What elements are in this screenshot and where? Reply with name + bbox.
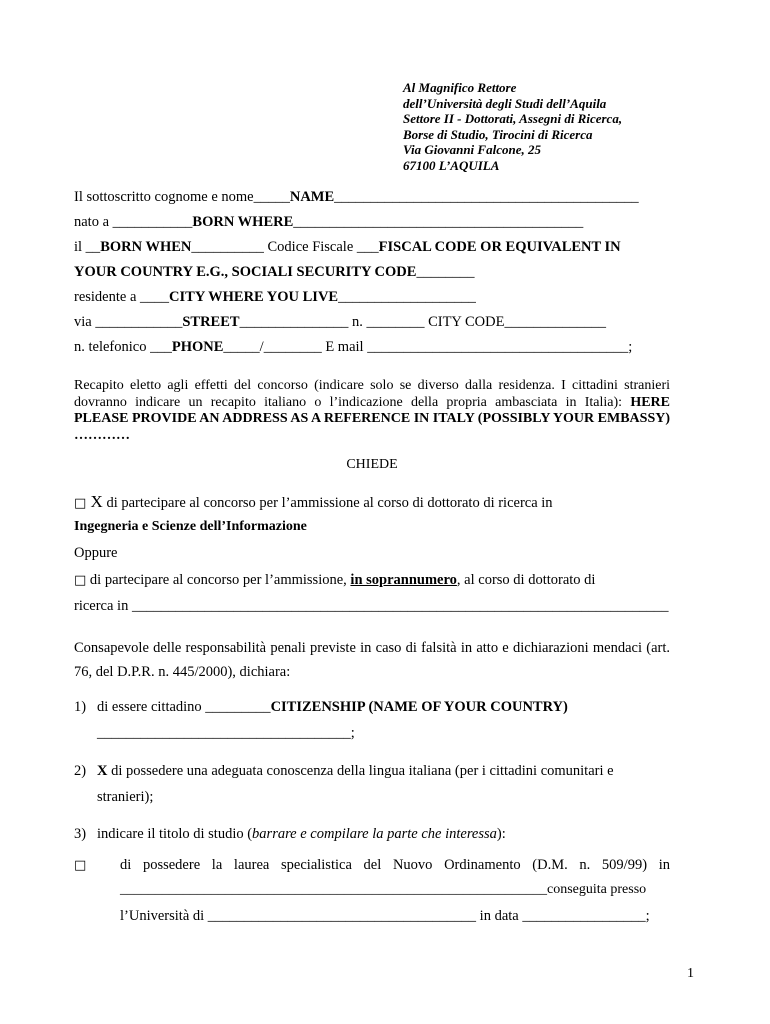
name-blank: __________________________________________ bbox=[334, 189, 639, 205]
item-3-line bbox=[97, 826, 506, 843]
phone-label: n. telefonico ___ bbox=[74, 339, 172, 355]
titolo-label-end: ): bbox=[496, 826, 506, 842]
residence-blank: ___________________ bbox=[338, 289, 476, 305]
fiscal-code-value-cont: YOUR COUNTRY E.G., SOCIALI SECURITY CODE bbox=[74, 264, 417, 280]
check-mark: X bbox=[97, 763, 108, 779]
recapito-text: Recapito eletto agli effetti del concorso (indicare solo se diverso dalla residenza. I cittadini stranieri dovranno indicare un recapito italiano o l’indicazione della propria ambasciata in Italia): bbox=[74, 378, 670, 410]
italian-language-text: di possedere una adeguata conoscenza della lingua italiana (per i cittadini comunitari e bbox=[107, 763, 614, 779]
option-2-text-b: , al corso di dottorato di bbox=[456, 572, 596, 588]
recapito-paragraph bbox=[74, 378, 670, 444]
item-2-line bbox=[97, 763, 614, 780]
citizenship-value: CITIZENSHIP (NAME OF YOUR COUNTRY) bbox=[270, 699, 568, 715]
check-mark: X bbox=[86, 492, 103, 511]
born-where-value: BORN WHERE bbox=[192, 214, 294, 230]
titolo-label: indicare il titolo di studio ( bbox=[97, 826, 253, 842]
street-blank: _______________ n. ________ CITY CODE______________ bbox=[239, 314, 606, 330]
street-label: via ____________ bbox=[74, 314, 183, 330]
fiscal-code-value: FISCAL CODE OR EQUIVALENT IN bbox=[378, 239, 621, 255]
course-name: Ingegneria e Scienze dell’Informazione bbox=[74, 519, 307, 534]
born-where-line bbox=[74, 214, 583, 231]
born-when-value: BORN WHEN bbox=[100, 239, 192, 255]
email-blank: _____/________ E mail ____________________________________; bbox=[223, 339, 633, 355]
residence-line bbox=[74, 289, 476, 306]
recapito-value: HERE PLEASE PROVIDE AN ADDRESS AS A REFERENCE IN ITALY (POSSIBLY YOUR EMBASSY) ………… bbox=[74, 394, 670, 443]
citizenship-blank: ___________________________________; bbox=[97, 725, 355, 741]
laurea-line-2: _____________________________________________________________conseguita presso bbox=[120, 882, 647, 897]
street-value: STREET bbox=[182, 314, 240, 330]
fiscal-code-blank: ________ bbox=[416, 264, 475, 280]
consapevole-paragraph: Consapevole delle responsabilità penali previste in caso di falsità in atto e dichiarazioni mendaci (art. 76, del D.P.R. n. 445/2000), dichiara: bbox=[74, 640, 670, 680]
oppure-text: Oppure bbox=[74, 545, 118, 561]
recipient-line: Via Giovanni Falcone, 25 bbox=[403, 142, 541, 157]
item-3-number: 3) bbox=[74, 826, 87, 842]
titolo-instruction: barrare e compilare la parte che interessa bbox=[252, 826, 497, 842]
soprannumero-emphasis: in soprannumero bbox=[350, 572, 457, 588]
il-label: il __ bbox=[74, 239, 101, 255]
born-label: nato a ___________ bbox=[74, 214, 193, 230]
recipient-line: dell’Università degli Studi dell’Aquila bbox=[403, 95, 607, 111]
option-2-line bbox=[74, 572, 670, 589]
name-label: Il sottoscritto cognome e nome_____ bbox=[74, 189, 290, 205]
chiede-heading: CHIEDE bbox=[346, 457, 398, 472]
checkbox-icon[interactable]: □ bbox=[74, 573, 87, 588]
recipient-line: Al Magnifico Rettore bbox=[403, 80, 517, 95]
recipient-line: Borse di Studio, Tirocini di Ricerca bbox=[403, 126, 593, 142]
page-number: 1 bbox=[687, 966, 694, 981]
item-1-line bbox=[97, 699, 568, 716]
item-2-line-2: stranieri); bbox=[97, 789, 154, 805]
residence-label: residente a ____ bbox=[74, 289, 170, 305]
item-1-number: 1) bbox=[74, 699, 87, 715]
phone-value: PHONE bbox=[171, 339, 224, 355]
fiscal-code-label: __________ Codice Fiscale ___ bbox=[191, 239, 379, 255]
recipient-address bbox=[403, 80, 622, 173]
recipient-line: 67100 L’AQUILA bbox=[403, 157, 500, 173]
item-2-number: 2) bbox=[74, 763, 87, 779]
recipient-line: Settore II - Dottorati, Assegni di Ricerca, bbox=[403, 111, 623, 126]
checkbox-icon[interactable]: □ bbox=[74, 858, 87, 873]
option-2-text: di partecipare al concorso per l’ammissione, bbox=[86, 572, 351, 588]
name-line bbox=[74, 189, 639, 206]
laurea-line-3: l’Università di _____________________________________ in data _________________; bbox=[120, 908, 650, 924]
born-blank: ________________________________________ bbox=[293, 214, 584, 230]
citizenship-label: di essere cittadino _________ bbox=[97, 699, 271, 715]
phone-line bbox=[74, 339, 632, 356]
fiscal-code-line-2 bbox=[74, 264, 474, 281]
checkbox-icon[interactable]: □ bbox=[74, 496, 87, 511]
option-2-line-2: ricerca in __________________________________________________________________________ bbox=[74, 598, 669, 614]
residence-value: CITY WHERE YOU LIVE bbox=[169, 289, 339, 305]
born-when-line bbox=[74, 239, 621, 256]
name-value: NAME bbox=[289, 189, 335, 205]
laurea-line-1: di possedere la laurea specialistica del Nuovo Ordinamento (D.M. n. 509/99) in bbox=[120, 857, 670, 873]
option-1-text: di partecipare al concorso per l’ammissione al corso di dottorato di ricerca in bbox=[102, 495, 553, 511]
option-1-line bbox=[74, 492, 553, 512]
street-line bbox=[74, 314, 606, 331]
